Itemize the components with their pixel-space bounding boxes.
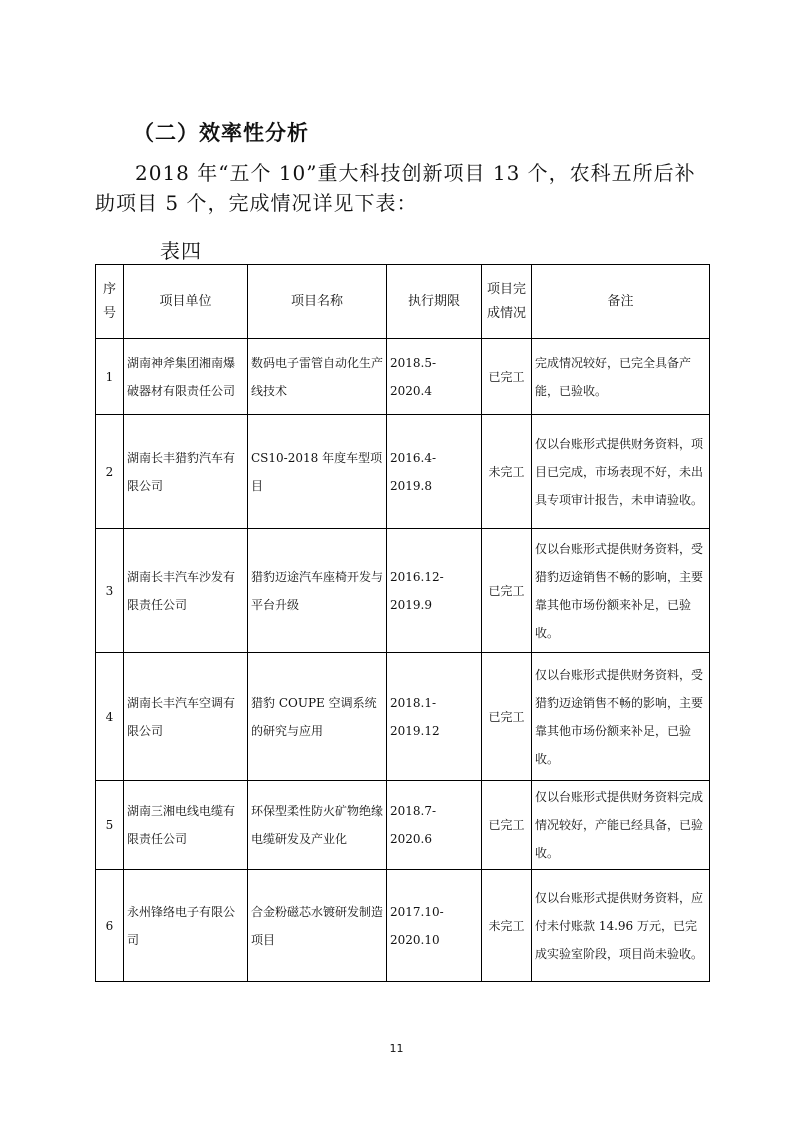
cell-status: 未完工 <box>482 415 532 529</box>
table-row <box>96 339 710 415</box>
page-number: 11 <box>389 1042 404 1055</box>
cell-period: 2016.12-2019.9 <box>387 529 482 653</box>
table-row <box>96 415 710 529</box>
header-period: 执行期限 <box>387 265 482 339</box>
header-project-name: 项目名称 <box>248 265 387 339</box>
cell-index: 3 <box>96 529 124 653</box>
cell-index: 2 <box>96 415 124 529</box>
table-row <box>96 653 710 781</box>
table-header-row <box>96 265 710 339</box>
cell-unit: 湖南长丰汽车空调有限公司 <box>124 653 248 781</box>
cell-project-name: 数码电子雷管自动化生产线技术 <box>248 339 387 415</box>
cell-index: 6 <box>96 870 124 982</box>
cell-index: 4 <box>96 653 124 781</box>
header-index: 序号 <box>96 265 124 339</box>
cell-period: 2018.5-2020.4 <box>387 339 482 415</box>
header-unit: 项目单位 <box>124 265 248 339</box>
cell-status: 已完工 <box>482 653 532 781</box>
cell-remarks: 仅以台账形式提供财务资料，受猎豹迈途销售不畅的影响，主要靠其他市场份额来补足，已验收。 <box>532 653 710 781</box>
cell-status: 已完工 <box>482 339 532 415</box>
table-caption: 表四 <box>160 239 202 263</box>
cell-period: 2018.7-2020.6 <box>387 781 482 870</box>
cell-period: 2017.10-2020.10 <box>387 870 482 982</box>
cell-status: 已完工 <box>482 529 532 653</box>
cell-status: 未完工 <box>482 870 532 982</box>
header-status: 项目完成情况 <box>482 265 532 339</box>
cell-project-name: CS10-2018 年度车型项目 <box>248 415 387 529</box>
cell-project-name: 合金粉磁芯水镀研发制造项目 <box>248 870 387 982</box>
cell-period: 2016.4-2019.8 <box>387 415 482 529</box>
cell-project-name: 猎豹迈途汽车座椅开发与平台升级 <box>248 529 387 653</box>
cell-unit: 湖南长丰汽车沙发有限责任公司 <box>124 529 248 653</box>
cell-index: 5 <box>96 781 124 870</box>
section-heading: （二）效率性分析 <box>133 121 309 145</box>
header-remarks: 备注 <box>532 265 710 339</box>
cell-project-name: 环保型柔性防火矿物绝缘电缆研发及产业化 <box>248 781 387 870</box>
cell-index: 1 <box>96 339 124 415</box>
cell-status: 已完工 <box>482 781 532 870</box>
body-paragraph: 2018 年“五个 10”重大科技创新项目 13 个，农科五所后补助项目 5 个，完成情况详见下表： <box>95 161 696 215</box>
table-row <box>96 529 710 653</box>
project-table <box>95 264 710 982</box>
table-row <box>96 870 710 982</box>
cell-project-name: 猎豹 COUPE 空调系统的研究与应用 <box>248 653 387 781</box>
cell-period: 2018.1-2019.12 <box>387 653 482 781</box>
cell-unit: 湖南长丰猎豹汽车有限公司 <box>124 415 248 529</box>
cell-unit: 永州锋络电子有限公司 <box>124 870 248 982</box>
cell-remarks: 仅以台账形式提供财务资料，受猎豹迈途销售不畅的影响，主要靠其他市场份额来补足，已验收。 <box>532 529 710 653</box>
cell-remarks: 完成情况较好，已完全具备产能，已验收。 <box>532 339 710 415</box>
cell-remarks: 仅以台账形式提供财务资料，应付未付账款 14.96 万元，已完成实验室阶段，项目尚未验收。 <box>532 870 710 982</box>
cell-remarks: 仅以台账形式提供财务资料，项目已完成，市场表现不好，未出具专项审计报告，未申请验收。 <box>532 415 710 529</box>
cell-unit: 湖南神斧集团湘南爆破器材有限责任公司 <box>124 339 248 415</box>
table-row <box>96 781 710 870</box>
cell-unit: 湖南三湘电线电缆有限责任公司 <box>124 781 248 870</box>
cell-remarks: 仅以台账形式提供财务资料完成情况较好，产能已经具备，已验收。 <box>532 781 710 870</box>
